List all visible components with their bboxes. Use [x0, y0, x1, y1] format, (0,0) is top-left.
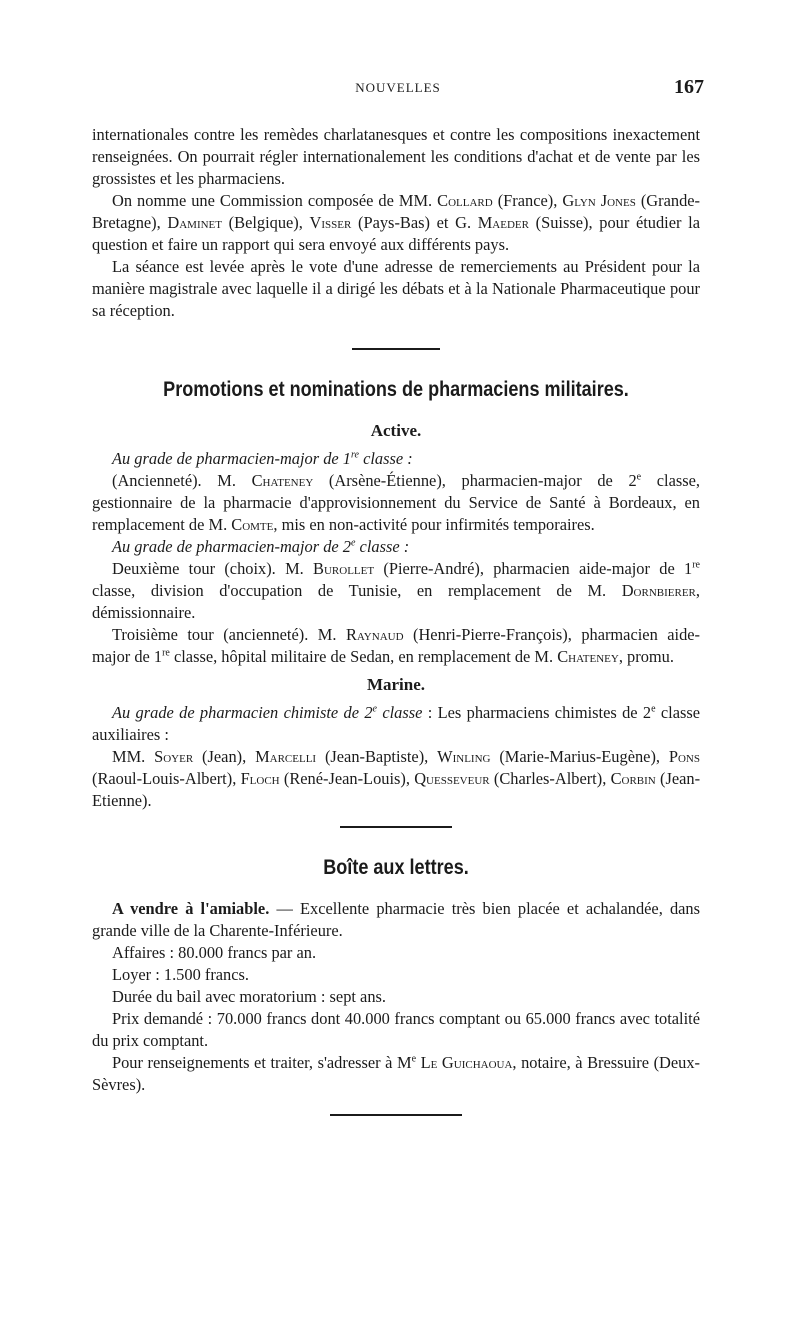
- person-name: Soyer: [154, 747, 194, 766]
- text-run: (Pays-Bas) et G.: [351, 213, 478, 232]
- page-body: [92, 124, 700, 1116]
- promotion-entry: [92, 470, 700, 536]
- text-run: MM.: [112, 747, 155, 766]
- section-divider: [352, 348, 440, 350]
- text-run: (France),: [492, 191, 563, 210]
- text-run: (Grande-Bretagne),: [92, 191, 701, 232]
- person-name: Floch: [240, 769, 280, 788]
- text-run: Au grade de pharmacien-major de 2: [112, 537, 351, 556]
- text-run: (Jean-Etienne).: [92, 769, 701, 810]
- intro-paragraph-2: [92, 190, 700, 256]
- person-name: Comte: [231, 515, 274, 534]
- advert-line: Prix demandé : 70.000 francs dont 40.000 francs comptant ou 65.000 francs avec totalité du prix comptant.: [92, 1009, 700, 1050]
- page-number: 167: [674, 76, 704, 98]
- text-run: , démissionnaire.: [92, 581, 700, 622]
- text-run: (Marie-Marius-Eugène),: [490, 747, 669, 766]
- text-run: , mis en non-activité pour infirmités temporaires.: [273, 515, 595, 534]
- section-divider: [330, 1114, 462, 1116]
- text-run: classe :: [355, 537, 410, 556]
- text-run: , notaire, à Bressuire (Deux-Sèvres).: [92, 1053, 700, 1094]
- text-run: (Ancienneté). M.: [112, 471, 252, 490]
- promotion-entry: [92, 746, 700, 812]
- superscript: e: [636, 471, 642, 483]
- text-run: classe :: [358, 449, 413, 468]
- superscript: re: [351, 449, 359, 461]
- text-run: (Raoul-Louis-Albert),: [92, 769, 241, 788]
- advert-line: Durée du bail avec moratorium : sept ans.: [112, 987, 386, 1006]
- advert-heading: A vendre à l'amiable.: [112, 899, 270, 918]
- text-run: (Jean),: [193, 747, 256, 766]
- subsection-title-marine: Marine.: [366, 675, 426, 694]
- superscript: e: [372, 703, 377, 715]
- text-run: (Charles-Albert),: [489, 769, 611, 788]
- text-run: On nomme une Commission composée de MM.: [112, 191, 438, 210]
- text-run: Au grade de pharmacien-major de 1: [112, 449, 351, 468]
- person-name: Corbin: [610, 769, 656, 788]
- person-name: Quesseveur: [414, 769, 490, 788]
- person-name: Burollet: [313, 559, 375, 578]
- text-run: , promu.: [618, 647, 674, 666]
- text-run: : Les pharmaciens chimistes de 2: [422, 703, 652, 722]
- advert-line: Affaires : 80.000 francs par an.: [112, 943, 317, 962]
- text-run: classe: [377, 703, 423, 722]
- section-divider: [340, 826, 452, 828]
- subsection-title-active: Active.: [370, 421, 422, 440]
- text-run: classe, hôpital militaire de Sedan, en remplacement de M.: [169, 647, 558, 666]
- grade-heading: [92, 536, 700, 558]
- text-run: Troisième tour (ancienneté). M.: [112, 625, 346, 644]
- grade-heading: [92, 448, 700, 470]
- text-run: Au grade de pharmacien chimiste de 2: [112, 703, 373, 722]
- person-name: Winling: [437, 747, 491, 766]
- superscript: e: [351, 537, 356, 549]
- superscript: e: [411, 1053, 417, 1065]
- advert-paragraph: [92, 898, 700, 942]
- section-title-mailbox: Boîte aux lettres.: [323, 856, 469, 879]
- text-run: (Henri-Pierre-François), pharmacien aide-major de 1: [92, 625, 700, 666]
- person-name: Pons: [668, 747, 700, 766]
- running-header: [92, 76, 704, 100]
- text-run: Pour renseignements et traiter, s'adresser à M: [112, 1053, 412, 1072]
- person-name: Chateney: [251, 471, 314, 490]
- person-name: Daminet: [167, 213, 222, 232]
- superscript: e: [651, 703, 656, 715]
- running-title: NOUVELLES: [355, 80, 441, 95]
- person-name: Collard: [437, 191, 493, 210]
- text-run: (Suisse), pour étudier la question et faire un rapport qui sera envoyé aux différents pays.: [92, 213, 700, 254]
- text-run: (Jean-Baptiste),: [316, 747, 438, 766]
- person-name: Visser: [309, 213, 352, 232]
- person-name: Le Guichaoua: [420, 1053, 513, 1072]
- text-run: classe, gestionnaire de la pharmacie d'approvisionnement du Service de Santé à Bordeaux, en remplacement de M.: [92, 471, 700, 534]
- intro-paragraph-1: internationales contre les remèdes charlatanesques et contre les compositions inexactement renseignées. On pourrait régler internationalement les conditions d'achat et de vente par les grossistes et les pharmaciens.: [92, 125, 700, 188]
- text-run: Deuxième tour (choix). M.: [112, 559, 314, 578]
- person-name: Raynaud: [345, 625, 404, 644]
- person-name: Marcelli: [255, 747, 317, 766]
- text-run: classe auxiliaires :: [92, 703, 701, 744]
- person-name: Chateney: [557, 647, 619, 666]
- person-name: Dornbierer: [621, 581, 696, 600]
- advert-contact: [92, 1052, 700, 1096]
- intro-paragraph-3: La séance est levée après le vote d'une adresse de remerciements au Président pour la manière magistrale avec laquelle il a dirigé les débats et à la Nationale Pharmaceutique pour sa réception.: [92, 257, 700, 320]
- section-title-promotions: Promotions et nominations de pharmaciens militaires.: [163, 378, 629, 401]
- text-run: (Belgique),: [222, 213, 310, 232]
- promotion-entry: [92, 558, 700, 624]
- superscript: re: [692, 559, 700, 571]
- text-run: (René-Jean-Louis),: [279, 769, 415, 788]
- promotion-entry: [92, 624, 700, 668]
- text-run: — Excellente pharmacie très bien placée et achalandée, dans grande ville de la Charente-Inférieure.: [92, 899, 700, 940]
- person-name: Maeder: [477, 213, 529, 232]
- superscript: re: [162, 647, 170, 659]
- text-run: (Arsène-Étienne), pharmacien-major de 2: [313, 471, 637, 490]
- text-run: (Pierre-André), pharmacien aide-major de 1: [374, 559, 693, 578]
- grade-heading: [92, 702, 700, 746]
- advert-line: Loyer : 1.500 francs.: [112, 965, 249, 984]
- text-run: classe, division d'occupation de Tunisie, en remplacement de M.: [92, 581, 622, 600]
- person-name: Glyn Jones: [562, 191, 636, 210]
